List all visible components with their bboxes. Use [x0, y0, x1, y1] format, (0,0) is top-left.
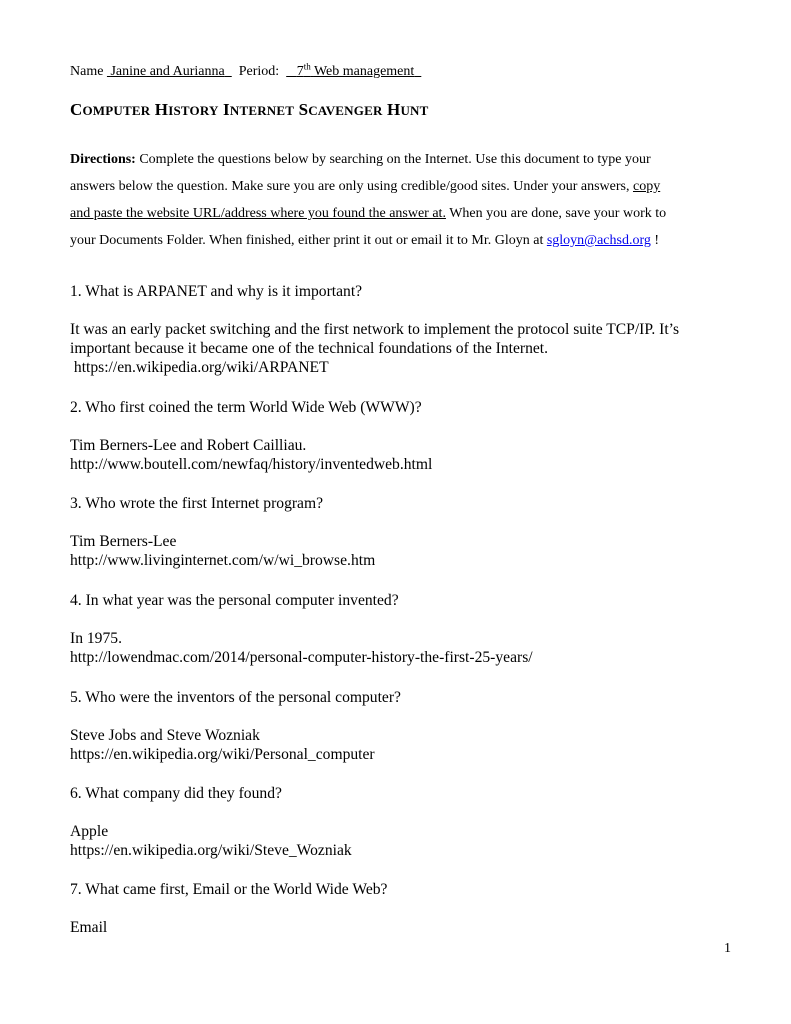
period-label: Period:	[238, 64, 280, 79]
question-block-6	[70, 784, 750, 860]
answer-5-url: https://en.wikipedia.org/wiki/Personal_computer	[70, 746, 375, 763]
directions-label: Directions:	[70, 152, 136, 167]
name-period-line	[70, 61, 421, 80]
name-label: Name	[70, 64, 104, 79]
question-1: 1. What is ARPANET and why is it important?	[70, 283, 363, 300]
question-block-5	[70, 688, 750, 764]
answer-4-line-1: In 1975.	[70, 630, 122, 647]
answer-3-line-1: Tim Berners-Lee	[70, 533, 177, 550]
answer-5-line-1: Steve Jobs and Steve Wozniak	[70, 727, 260, 744]
question-block-3	[70, 494, 750, 570]
page-number: 1	[724, 941, 731, 956]
answer-3-url: http://www.livinginternet.com/w/wi_browse.htm	[70, 552, 376, 569]
answer-4-url: http://lowendmac.com/2014/personal-computer-history-the-first-25-years/	[70, 649, 533, 666]
period-value: 7th Web management	[296, 61, 415, 79]
directions-paragraph	[70, 146, 732, 254]
email-link[interactable]: sgloyn@achsd.org	[546, 233, 651, 248]
answer-1-line-2: important because it became one of the technical foundations of the Internet.	[70, 340, 549, 357]
answer-7-line-1: Email	[70, 919, 108, 936]
page-title: COMPUTER HISTORY INTERNET SCAVENGER HUNT	[70, 100, 429, 119]
answer-1-url: https://en.wikipedia.org/wiki/ARPANET	[70, 359, 329, 376]
answer-1-line-1: It was an early packet switching and the first network to implement the protocol suite TCP/IP. It’s	[70, 321, 680, 338]
question-block-2	[70, 398, 750, 474]
question-6: 6. What company did they found?	[70, 785, 282, 802]
answer-6-line-1: Apple	[70, 823, 109, 840]
directions-line-1: Directions: Complete the questions below by searching on the Internet. Use this document to type your	[70, 152, 651, 167]
directions-line-2: answers below the question. Make sure you are only using credible/good sites. Under your answers, copy	[70, 179, 661, 194]
name-value: Janine and Aurianna	[110, 64, 225, 79]
question-2: 2. Who first coined the term World Wide Web (WWW)?	[70, 399, 422, 416]
question-7: 7. What came first, Email or the World Wide Web?	[70, 881, 388, 898]
question-5: 5. Who were the inventors of the personal computer?	[70, 689, 401, 706]
directions-line-3: and paste the website URL/address where you found the answer at. When you are done, save your work to	[70, 206, 667, 221]
directions-line-4: your Documents Folder. When finished, either print it out or email it to Mr. Gloyn at sgloyn@achsd.org !	[70, 233, 660, 248]
question-3: 3. Who wrote the first Internet program?	[70, 495, 324, 512]
answer-2-line-1: Tim Berners-Lee and Robert Cailliau.	[70, 437, 307, 454]
answer-2-url: http://www.boutell.com/newfaq/history/inventedweb.html	[70, 456, 433, 473]
answer-6-url: https://en.wikipedia.org/wiki/Steve_Wozniak	[70, 842, 352, 859]
question-block-1	[70, 282, 750, 377]
question-4: 4. In what year was the personal computer invented?	[70, 592, 399, 609]
question-block-4	[70, 591, 750, 667]
question-block-7	[70, 880, 750, 937]
